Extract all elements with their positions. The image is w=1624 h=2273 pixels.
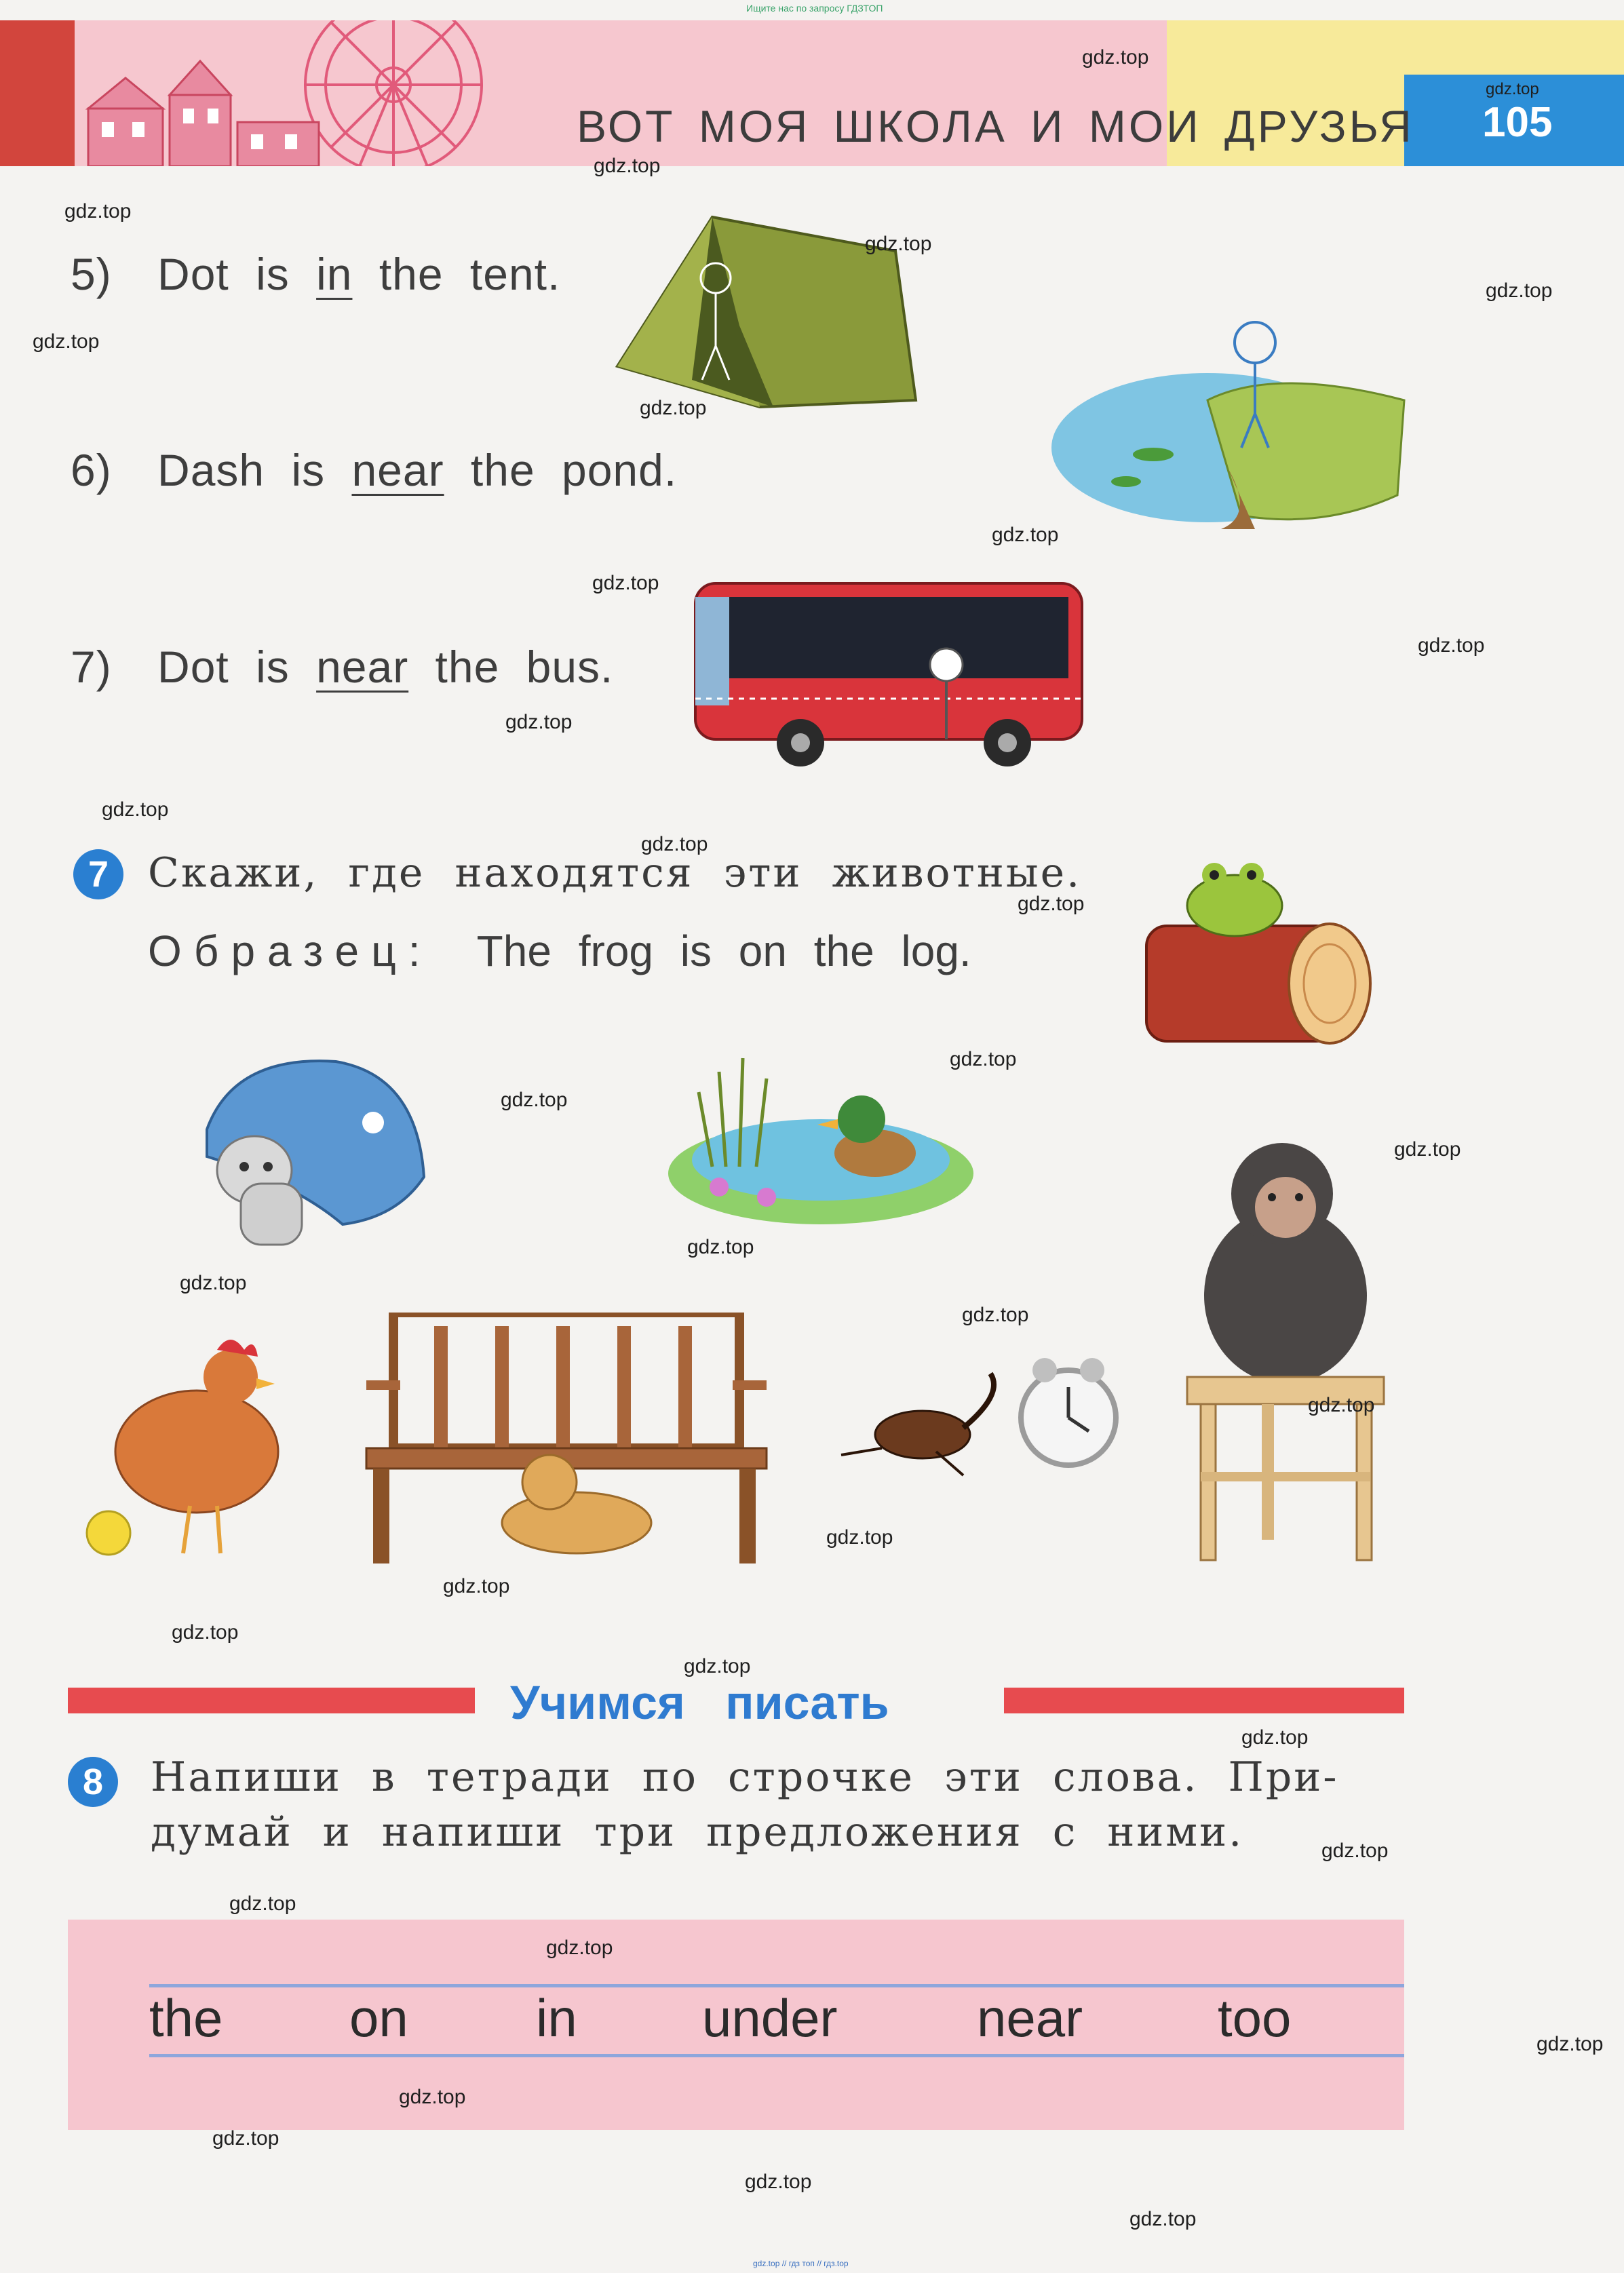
sample-label: Образец: (148, 927, 433, 975)
watermark: gdz.top (443, 1575, 510, 1597)
watermark: gdz.top (229, 1892, 296, 1915)
watermark: gdz.top (1129, 2208, 1197, 2230)
corner-watermark: gdz.top (1486, 80, 1539, 98)
writing-line-bottom (149, 2054, 1404, 2057)
exercise-8-badge: 8 (68, 1757, 118, 1807)
ferris-wheel-illustration (75, 20, 590, 166)
watermark: gdz.top (501, 1089, 568, 1111)
watermark: gdz.top (102, 798, 169, 821)
watermark: gdz.top (687, 1236, 754, 1258)
watermark: gdz.top (1321, 1840, 1389, 1862)
watermark: gdz.top (992, 524, 1059, 546)
sentence-end: the bus. (435, 642, 614, 692)
word-under: under (702, 1988, 838, 2048)
watermark: gdz.top (950, 1048, 1017, 1070)
sentence-number: 7) (71, 642, 112, 692)
sentence-start: Dot is (157, 249, 290, 299)
preposition: near (351, 445, 444, 495)
watermark: gdz.top (1241, 1726, 1309, 1749)
header-red-band (0, 20, 75, 166)
bench-with-dog-illustration (346, 1313, 787, 1570)
watermark: gdz.top (1486, 279, 1553, 302)
watermark: gdz.top (592, 572, 659, 594)
watermark: gdz.top (1394, 1138, 1461, 1161)
duck-in-pond-illustration (665, 1045, 977, 1228)
frog-on-log-illustration (1133, 851, 1377, 1055)
watermark: gdz.top (1536, 2033, 1604, 2055)
watermark: gdz.top (33, 330, 100, 353)
watermark: gdz.top (640, 397, 707, 419)
word-too: too (1218, 1988, 1292, 2048)
watermark: gdz.top (180, 1272, 247, 1294)
chapter-title: ВОТ МОЯ ШКОЛА И МОИ ДРУЗЬЯ (577, 101, 1414, 151)
watermark: gdz.top (172, 1621, 239, 1644)
sentence-number: 5) (71, 249, 112, 299)
word-on: on (349, 1988, 408, 2048)
page-number: 105 (1482, 99, 1553, 146)
sentence-6 (71, 444, 677, 496)
word-in: in (536, 1988, 577, 2048)
cat-under-hat-illustration (193, 1048, 438, 1251)
watermark: gdz.top (1082, 46, 1149, 69)
sentence-end: the tent. (379, 249, 561, 299)
exercise-8-instruction-line2: думай и напиши три предложения с ними. (151, 1808, 1244, 1856)
sentence-end: the pond. (470, 445, 678, 495)
watermark: gdz.top (826, 1526, 893, 1549)
watermark: gdz.top (505, 711, 573, 733)
bottom-note: gdz.top // гдз топ // гдз.top (753, 2259, 849, 2268)
watermark: gdz.top (641, 833, 708, 855)
sentence-7 (71, 641, 613, 693)
sample-text: The frog is on the log. (476, 927, 971, 975)
sentence-5 (71, 248, 560, 300)
watermark: gdz.top (745, 2171, 812, 2193)
watermark: gdz.top (212, 2127, 279, 2150)
hen-and-chick-illustration (81, 1329, 285, 1574)
header-page-tab-top (1404, 20, 1624, 75)
pond-illustration (1051, 312, 1411, 536)
watermark: gdz.top (594, 155, 661, 177)
watermark: gdz.top (962, 1304, 1029, 1326)
watermark: gdz.top (1308, 1394, 1375, 1416)
watermark: gdz.top (64, 200, 132, 222)
watermark: gdz.top (865, 233, 932, 255)
watermark: gdz.top (1418, 634, 1485, 657)
preposition: in (316, 249, 353, 299)
sentence-start: Dash is (157, 445, 326, 495)
monkey-on-stool-illustration (1174, 1133, 1397, 1567)
exercise-7-instruction: Скажи, где находятся эти животные. (148, 849, 1082, 897)
word-near: near (977, 1988, 1083, 2048)
watermark: gdz.top (684, 1655, 751, 1677)
top-note: Ищите нас по запросу ГДЗТОП (746, 3, 883, 14)
watermark: gdz.top (546, 1937, 613, 1959)
section-title: Учимся писать (510, 1676, 889, 1729)
watermark: gdz.top (399, 2086, 466, 2108)
beetle-and-clock-illustration (828, 1353, 1119, 1482)
preposition: near (316, 642, 409, 692)
watermark: gdz.top (1018, 893, 1085, 915)
exercise-7-badge: 7 (73, 849, 123, 899)
sentence-number: 6) (71, 445, 112, 495)
bus-illustration (682, 570, 1096, 773)
exercise-7-sample (148, 926, 971, 976)
exercise-8-instruction-line1: Напиши в тетради по строчке эти слова. При- (151, 1753, 1339, 1801)
word-the: the (149, 1988, 223, 2048)
sentence-start: Dot is (157, 642, 290, 692)
